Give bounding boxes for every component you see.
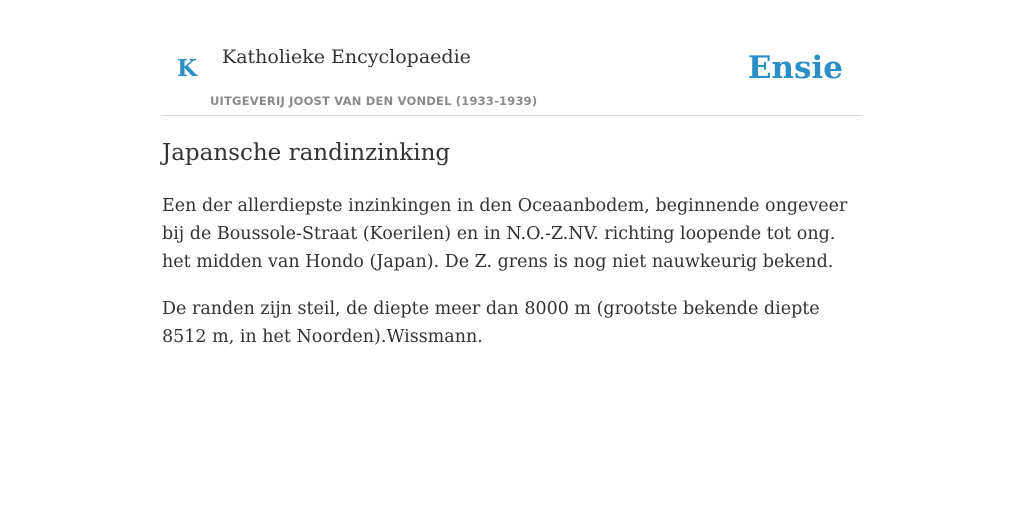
encyclopedia-logo-link[interactable]: K <box>177 55 197 82</box>
article-body <box>162 192 862 370</box>
article-paragraph: De randen zijn steil, de diepte meer dan 8000 m (grootste bekende diepte 8512 m, in het Noorden).Wissmann. <box>162 299 820 347</box>
header <box>162 0 862 116</box>
article-title: Japansche randinzinking <box>162 140 451 166</box>
page-container <box>162 0 862 347</box>
publisher-subtitle: UITGEVERIJ JOOST VAN DEN VONDEL (1933-1939) <box>210 94 538 108</box>
article-paragraph: Een der allerdiepste inzinkingen in den Oceaanbodem, beginnende ongeveer bij de Boussole-Straat (Koerilen) en in N.O.-Z.NV. richting loopende tot ong. het midden van Hondo (Japan). De Z. grens is nog niet nauwkeurig bekend. <box>162 196 848 272</box>
ensie-brand-link[interactable]: Ensie <box>747 50 843 86</box>
encyclopedia-title-link[interactable]: Katholieke Encyclopaedie <box>222 46 471 68</box>
